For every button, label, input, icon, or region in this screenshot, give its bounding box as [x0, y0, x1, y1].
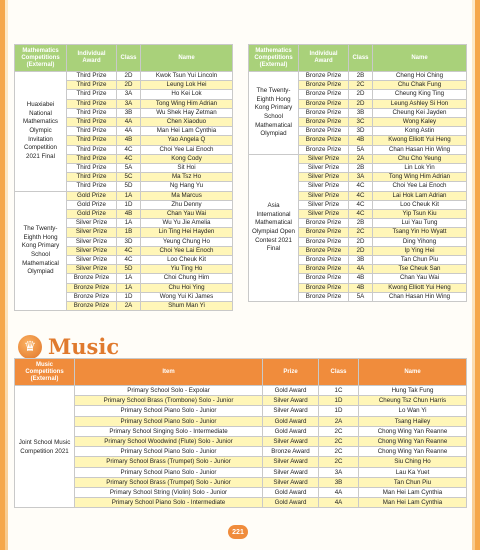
award-cell: Gold Prize [67, 191, 117, 200]
award-cell: Third Prize [67, 145, 117, 154]
award-cell: Third Prize [67, 127, 117, 136]
table-row [15, 386, 467, 396]
class-cell: 5A [349, 292, 373, 301]
class-cell: 2C [349, 81, 373, 90]
name-cell: Chong Wing Yan Reanne [359, 447, 467, 457]
award-cell: Third Prize [67, 99, 117, 108]
item-cell: Primary School Brass (Trumpet) Solo - Junior [75, 457, 263, 467]
name-cell: Yiu Ting Ho [141, 265, 233, 274]
prize-cell: Silver Award [263, 467, 319, 477]
name-cell: Kwok Tsun Yui Lincoln [141, 72, 233, 81]
name-cell: Choi Yee Lai Enoch [141, 246, 233, 255]
class-cell: 2C [319, 457, 359, 467]
table-row [15, 457, 467, 467]
class-cell: 5D [117, 182, 141, 191]
class-cell: 2C [349, 228, 373, 237]
award-cell: Bronze Prize [299, 265, 349, 274]
award-cell: Bronze Prize [67, 283, 117, 292]
award-cell: Silver Prize [299, 164, 349, 173]
award-cell: Silver Prize [67, 246, 117, 255]
math-table-right [248, 44, 467, 302]
class-cell: 3A [349, 173, 373, 182]
name-cell: Wu Shek Hay Zetman [141, 108, 233, 117]
class-cell: 3A [319, 467, 359, 477]
prize-cell: Gold Award [263, 386, 319, 396]
class-cell: 4C [117, 145, 141, 154]
name-cell: Loo Cheuk Kit [373, 200, 467, 209]
name-cell: Lin Ting Hei Hayden [141, 228, 233, 237]
class-cell: 4A [117, 118, 141, 127]
name-cell: Yao Angela Q [141, 136, 233, 145]
class-cell: 4B [117, 210, 141, 219]
name-cell: Wong Kaley [373, 118, 467, 127]
class-cell: 3D [349, 127, 373, 136]
name-cell: Kwong Elliott Yui Heng [373, 283, 467, 292]
class-cell: 4B [349, 283, 373, 292]
award-cell: Third Prize [67, 108, 117, 117]
name-cell: Tong Wing Him Adrian [373, 173, 467, 182]
class-cell: 2D [349, 90, 373, 99]
table-row [15, 416, 467, 426]
header-award: Individual Award [299, 45, 349, 72]
prize-cell: Gold Award [263, 488, 319, 498]
prize-cell: Gold Award [263, 426, 319, 436]
award-cell: Bronze Prize [299, 283, 349, 292]
class-cell: 4C [117, 246, 141, 255]
table-row [15, 498, 467, 508]
class-cell: 5C [117, 173, 141, 182]
page-number: 221 [228, 525, 248, 539]
award-cell: Third Prize [67, 173, 117, 182]
item-cell: Primary School Brass (Trombone) Solo - Junior [75, 396, 263, 406]
math-table-left [14, 44, 233, 311]
award-cell: Silver Prize [299, 210, 349, 219]
name-cell: Chu Chak Fung [373, 81, 467, 90]
award-cell: Gold Prize [67, 210, 117, 219]
award-cell: Bronze Prize [299, 72, 349, 81]
class-cell: 4B [349, 274, 373, 283]
name-cell: Man Hei Lam Cynthia [141, 127, 233, 136]
award-cell: Bronze Prize [67, 274, 117, 283]
table-row [15, 396, 467, 406]
class-cell: 1A [117, 283, 141, 292]
name-cell: Tan Chun Piu [373, 256, 467, 265]
prize-cell: Silver Award [263, 437, 319, 447]
competition-name: The Twenty-Eighth Hong Kong Primary School Mathematical Olympiad [249, 72, 299, 155]
class-cell: 2D [117, 72, 141, 81]
name-cell: Zhu Denny [141, 200, 233, 209]
table-row [15, 437, 467, 447]
class-cell: 2A [117, 302, 141, 311]
award-cell: Silver Prize [67, 219, 117, 228]
class-cell: 4A [349, 265, 373, 274]
award-cell: Third Prize [67, 136, 117, 145]
class-cell: 2A [349, 154, 373, 163]
name-cell: Chan Hasan Hin Wing [373, 292, 467, 301]
table-row [15, 488, 467, 498]
item-cell: Primary School Piano Solo - Junior [75, 447, 263, 457]
class-cell: 1D [319, 396, 359, 406]
item-cell: Primary School Brass (Trumpet) Solo - Junior [75, 477, 263, 487]
class-cell: 2B [349, 219, 373, 228]
table-row [15, 467, 467, 477]
award-cell: Silver Prize [299, 191, 349, 200]
header-class: Class [349, 45, 373, 72]
class-cell: 2D [349, 99, 373, 108]
item-cell: Primary School Piano Solo - Junior [75, 406, 263, 416]
award-cell: Bronze Prize [299, 108, 349, 117]
class-cell: 2D [117, 81, 141, 90]
award-cell: Third Prize [67, 154, 117, 163]
award-cell: Third Prize [67, 72, 117, 81]
name-cell: Ho Kei Lok [141, 90, 233, 99]
award-cell: Bronze Prize [299, 90, 349, 99]
music-header-class: Class [319, 359, 359, 386]
name-cell: Leung Ashley Si Hon [373, 99, 467, 108]
header-row [15, 45, 233, 72]
name-cell: Sit Hoi [141, 164, 233, 173]
name-cell: Choi Yee Lai Enoch [141, 145, 233, 154]
class-cell: 4A [319, 488, 359, 498]
class-cell: 2C [319, 447, 359, 457]
competition-name: Asia International Mathematical Olympiad Open Contest 2021 Final [249, 154, 299, 301]
name-cell: Loo Cheuk Kit [141, 256, 233, 265]
header-row [249, 45, 467, 72]
name-cell: Siu Ching Ho [359, 457, 467, 467]
music-heading: Music [48, 334, 120, 359]
class-cell: 1A [117, 219, 141, 228]
header-competition: Mathematics Competitions (External) [249, 45, 299, 72]
name-cell: Choi Yee Lai Enoch [373, 182, 467, 191]
table-row [15, 477, 467, 487]
trophy-icon: ♛ [18, 335, 42, 359]
class-cell: 1B [117, 228, 141, 237]
header-class: Class [117, 45, 141, 72]
right-border [475, 0, 480, 550]
award-cell: Silver Prize [67, 265, 117, 274]
class-cell: 2C [319, 437, 359, 447]
name-cell: Ma Marcus [141, 191, 233, 200]
class-cell: 5A [117, 164, 141, 173]
table-row [15, 406, 467, 416]
name-cell: Cheung Tsz Chun Harris [359, 396, 467, 406]
class-cell: 3B [117, 108, 141, 117]
class-cell: 3A [117, 99, 141, 108]
class-cell: 2D [349, 237, 373, 246]
award-cell: Third Prize [67, 182, 117, 191]
award-cell: Bronze Prize [299, 127, 349, 136]
music-header-row [15, 359, 467, 386]
award-cell: Bronze Prize [299, 256, 349, 265]
class-cell: 3A [117, 90, 141, 99]
table-row [15, 426, 467, 436]
award-cell: Silver Prize [299, 173, 349, 182]
name-cell: Tan Chun Piu [359, 477, 467, 487]
name-cell: Lau Ka Yuet [359, 467, 467, 477]
name-cell: Kong Cody [141, 154, 233, 163]
award-cell: Gold Prize [67, 200, 117, 209]
class-cell: 2D [349, 246, 373, 255]
name-cell: Lin Lok Yin [373, 164, 467, 173]
name-cell: Lui Yau Tung [373, 219, 467, 228]
competition-name: Huaxiabei National Mathematics Olympic Invitation Competition 2021 Final [15, 72, 67, 192]
award-cell: Bronze Prize [67, 292, 117, 301]
item-cell: Primary School Woodwind (Flute) Solo - Junior [75, 437, 263, 447]
award-cell: Silver Prize [299, 182, 349, 191]
award-cell: Bronze Prize [299, 136, 349, 145]
class-cell: 4C [117, 256, 141, 265]
left-border [0, 0, 5, 550]
item-cell: Primary School Piano Solo - Junior [75, 416, 263, 426]
class-cell: 4C [349, 182, 373, 191]
class-cell: 4C [117, 154, 141, 163]
prize-cell: Gold Award [263, 498, 319, 508]
class-cell: 4C [349, 210, 373, 219]
award-cell: Silver Prize [67, 228, 117, 237]
name-cell: Chu Hoi Ying [141, 283, 233, 292]
music-header-name: Name [359, 359, 467, 386]
class-cell: 1D [117, 200, 141, 209]
class-cell: 4C [349, 191, 373, 200]
award-cell: Bronze Prize [299, 118, 349, 127]
award-cell: Bronze Prize [299, 145, 349, 154]
item-cell: Primary School Piano Solo - Intermediate [75, 498, 263, 508]
class-cell: 1A [117, 191, 141, 200]
name-cell: Wu Yu Jie Amelia [141, 219, 233, 228]
name-cell: Tong Wing Him Adrian [141, 99, 233, 108]
name-cell: Choi Chung Him [141, 274, 233, 283]
item-cell: Primary School Singing Solo - Intermediate [75, 426, 263, 436]
prize-cell: Silver Award [263, 457, 319, 467]
class-cell: 3D [117, 237, 141, 246]
item-cell: Primary School String (Violin) Solo - Junior [75, 488, 263, 498]
header-award: Individual Award [67, 45, 117, 72]
name-cell: Ma Tsz Ho [141, 173, 233, 182]
name-cell: Ip Ying Hei [373, 246, 467, 255]
prize-cell: Bronze Award [263, 447, 319, 457]
item-cell: Primary School Solo - Expolar [75, 386, 263, 396]
award-cell: Bronze Prize [67, 302, 117, 311]
class-cell: 4A [319, 498, 359, 508]
name-cell: Chan Yau Wai [141, 210, 233, 219]
music-header-item: Item [75, 359, 263, 386]
class-cell: 1C [319, 386, 359, 396]
class-cell: 2B [349, 164, 373, 173]
award-cell: Silver Prize [299, 154, 349, 163]
music-table [14, 358, 467, 508]
award-cell: Bronze Prize [299, 292, 349, 301]
name-cell: Yeung Chung Ho [141, 237, 233, 246]
award-cell: Bronze Prize [299, 274, 349, 283]
header-competition: Mathematics Competitions (External) [15, 45, 67, 72]
award-cell: Third Prize [67, 81, 117, 90]
prize-cell: Silver Award [263, 396, 319, 406]
item-cell: Primary School Piano Solo - Junior [75, 467, 263, 477]
name-cell: Tse Cheuk San [373, 265, 467, 274]
class-cell: 3B [349, 108, 373, 117]
table-row [15, 191, 233, 200]
name-cell: Tsang Yin Ho Wyatt [373, 228, 467, 237]
prize-cell: Silver Award [263, 477, 319, 487]
header-name: Name [141, 45, 233, 72]
name-cell: Ding Yihong [373, 237, 467, 246]
award-cell: Silver Prize [67, 237, 117, 246]
name-cell: Tsang Hailey [359, 416, 467, 426]
award-cell: Silver Prize [67, 256, 117, 265]
name-cell: Hung Tak Fung [359, 386, 467, 396]
class-cell: 5D [117, 265, 141, 274]
competition-name: The Twenty-Eighth Hong Kong Primary School Mathematical Olympiad [15, 191, 67, 311]
name-cell: Chu Cho Yeung [373, 154, 467, 163]
name-cell: Lo Wan Yi [359, 406, 467, 416]
class-cell: 2B [349, 72, 373, 81]
prize-cell: Silver Award [263, 406, 319, 416]
table-row [15, 447, 467, 457]
award-cell: Bronze Prize [299, 99, 349, 108]
class-cell: 2A [319, 416, 359, 426]
class-cell: 1D [117, 292, 141, 301]
class-cell: 5A [349, 145, 373, 154]
class-cell: 4B [117, 136, 141, 145]
award-cell: Bronze Prize [299, 237, 349, 246]
music-header-prize: Prize [263, 359, 319, 386]
name-cell: Chan Hasan Hin Wing [373, 145, 467, 154]
name-cell: Kwong Elliott Yui Heng [373, 136, 467, 145]
name-cell: Lai Hok Lam Adrian [373, 191, 467, 200]
class-cell: 4C [349, 200, 373, 209]
award-cell: Bronze Prize [299, 246, 349, 255]
music-header-competition: Music Competitions (External) [15, 359, 75, 386]
class-cell: 1D [319, 406, 359, 416]
name-cell: Wong Yui Ki James [141, 292, 233, 301]
award-cell: Silver Prize [299, 200, 349, 209]
name-cell: Chong Wing Yan Reanne [359, 426, 467, 436]
name-cell: Cheng Hoi Ching [373, 72, 467, 81]
name-cell: Kong Astin [373, 127, 467, 136]
name-cell: Cheung Kei Jayden [373, 108, 467, 117]
name-cell: Shum Man Yi [141, 302, 233, 311]
name-cell: Yip Tsun Kiu [373, 210, 467, 219]
table-row [249, 72, 467, 81]
header-name: Name [373, 45, 467, 72]
name-cell: Chong Wing Yan Reanne [359, 437, 467, 447]
table-row [249, 154, 467, 163]
class-cell: 2C [319, 426, 359, 436]
name-cell: Cheung King Ting [373, 90, 467, 99]
award-cell: Bronze Prize [299, 228, 349, 237]
class-cell: 3B [349, 256, 373, 265]
class-cell: 4B [349, 136, 373, 145]
award-cell: Bronze Prize [299, 219, 349, 228]
name-cell: Ng Hang Yu [141, 182, 233, 191]
award-cell: Third Prize [67, 90, 117, 99]
name-cell: Chan Yau Wai [373, 274, 467, 283]
class-cell: 3C [349, 118, 373, 127]
name-cell: Man Hei Lam Cynthia [359, 498, 467, 508]
music-section-title [18, 334, 119, 359]
class-cell: 1A [117, 274, 141, 283]
class-cell: 4A [117, 127, 141, 136]
competition-name: Joint School Music Competition 2021 [15, 386, 75, 508]
prize-cell: Gold Award [263, 416, 319, 426]
award-cell: Third Prize [67, 118, 117, 127]
table-row [15, 72, 233, 81]
award-cell: Third Prize [67, 164, 117, 173]
name-cell: Leung Lok Hei [141, 81, 233, 90]
class-cell: 3B [319, 477, 359, 487]
award-cell: Bronze Prize [299, 81, 349, 90]
name-cell: Man Hei Lam Cynthia [359, 488, 467, 498]
name-cell: Chen Xiaoduo [141, 118, 233, 127]
